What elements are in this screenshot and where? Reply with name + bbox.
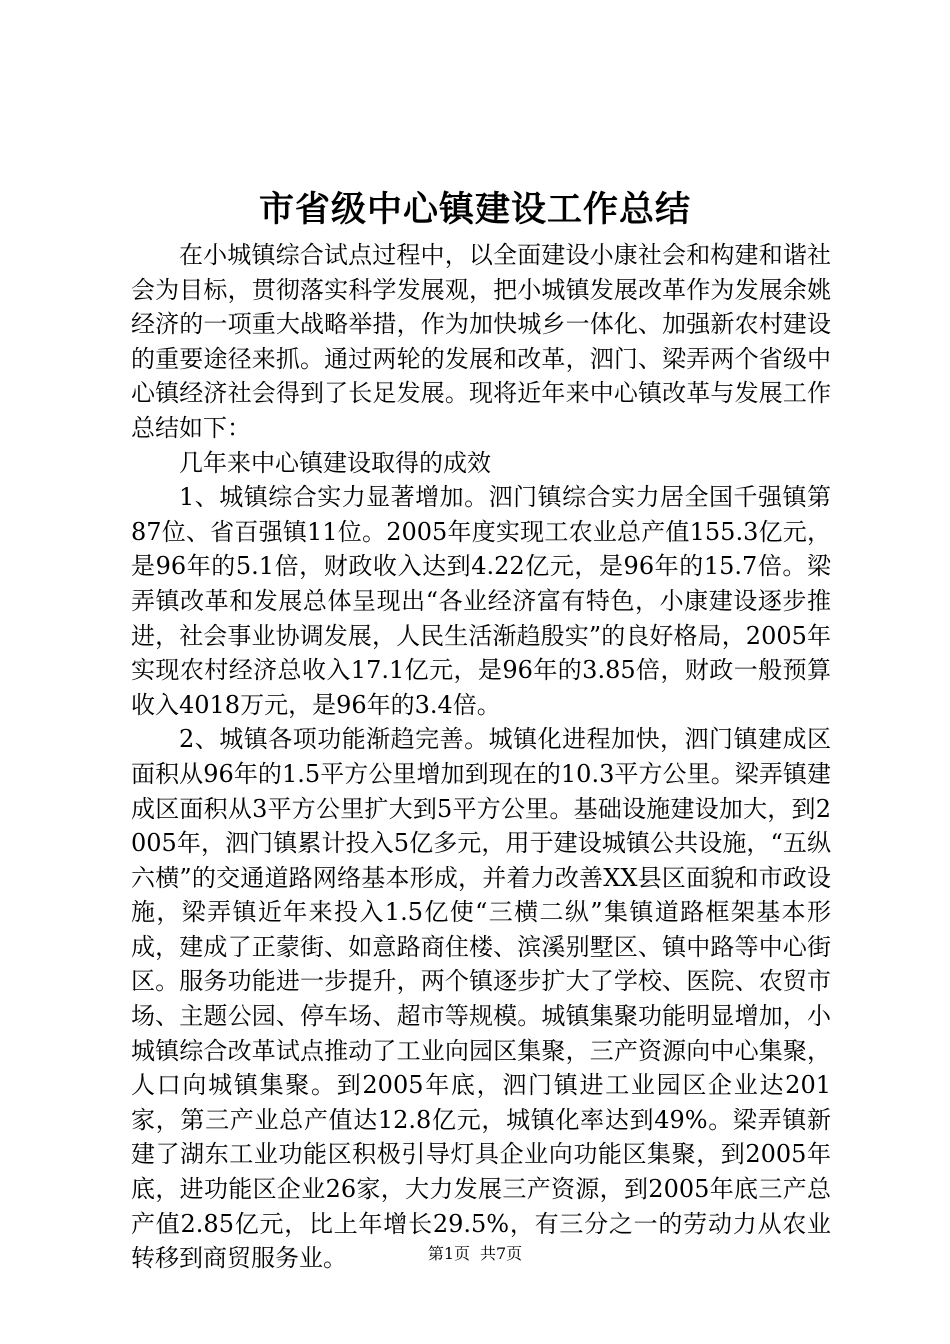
section-heading: 几年来中心镇建设取得的成效	[179, 448, 491, 477]
document-body	[131, 238, 831, 1276]
document-title: 市省级中心镇建设工作总结	[258, 189, 691, 230]
intro-paragraph: 在小城镇综合试点过程中，以全面建设小康社会和构建和谐社会为目标，贯彻落实科学发展观，把小城镇发展改革作为发展余姚经济的一项重大战略举措，作为加快城乡一体化、加强新农村建设的重要途径来抓。通过两轮的发展和改革，泗门、梁弄两个省级中心镇经济社会得到了长足发展。现将近年来中心镇改革与发展工作总结如下：	[131, 241, 831, 442]
item-1-paragraph: 1、城镇综合实力显著增加。泗门镇综合实力居全国千强镇第87位、省百强镇11位。2005年度实现工农业总产值155.3亿元，是96年的5.1倍，财政收入达到4.22亿元，是96年的15.7倍。梁弄镇改革和发展总体呈现出“各业经济富有特色，小康建设逐步推进，社会事业协调发展，人民生活渐趋殷实”的良好格局，2005年实现农村经济总收入17.1亿元，是96年的3.85倍，财政一般预算收入4018万元，是96年的3.4倍。	[131, 483, 831, 719]
item-2-paragraph: 2、城镇各项功能渐趋完善。城镇化进程加快，泗门镇建成区面积从96年的1.5平方公里增加到现在的10.3平方公里。梁弄镇建成区面积从3平方公里扩大到5平方公里。基础设施建设加大，到2005年，泗门镇累计投入5亿多元，用于建设城镇公共设施，“五纵六横”的交通道路网络基本形成，并着力改善XX县区面貌和市政设施，梁弄镇近年来投入1.5亿使“三横二纵”集镇道路框架基本形成，建成了正蒙街、如意路商住楼、滨溪别墅区、镇中路等中心街区。服务功能进一步提升，两个镇逐步扩大了学校、医院、农贸市场、主题公园、停车场、超市等规模。城镇集聚功能明显增加，小城镇综合改革试点推动了工业向园区集聚，三产资源向中心集聚，人口向城镇集聚。到2005年底，泗门镇进工业园区企业达201家，第三产业总产值达12.8亿元，城镇化率达到49%。梁弄镇新建了湖东工业功能区积极引导灯具企业向功能区集聚，到2005年底，进功能区企业26家，大力发展三产资源，到2005年底三产总产值2.85亿元，比上年增长29.5%，有三分之一的劳动力从农业转移到商贸服务业。	[131, 725, 831, 1273]
page-number: 第1页	[427, 1244, 470, 1263]
page-total: 共7页	[480, 1244, 523, 1263]
page-footer	[0, 1244, 950, 1264]
